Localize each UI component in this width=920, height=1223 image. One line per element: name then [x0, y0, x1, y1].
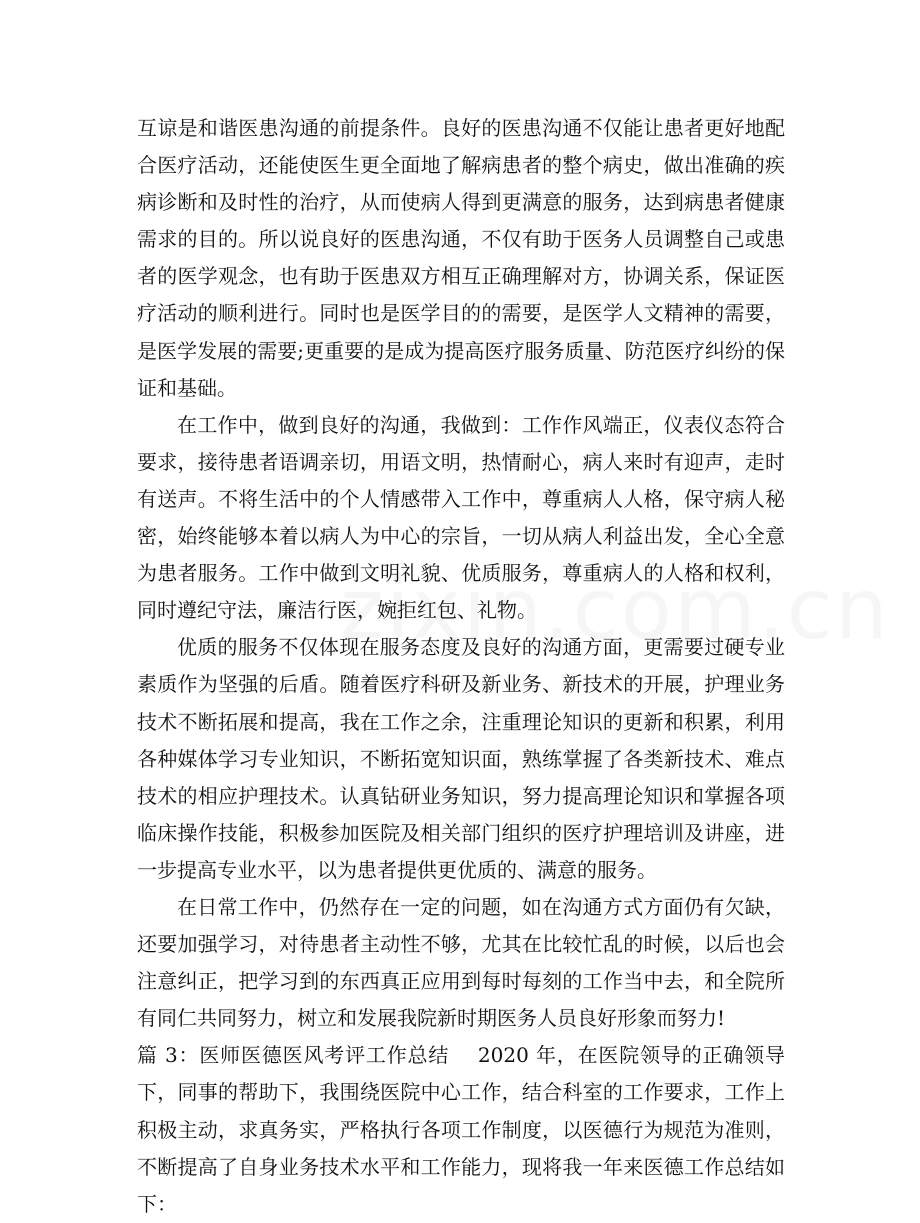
paragraph-professional-quality: 优质的服务不仅体现在服务态度及良好的沟通方面，更需要过硬专业素质作为坚强的后盾。随着医疗科研及新业务、新技术的开展，护理业务技术不断拓展和提高，我在工作之余，注重理论知识的更新和积累，利用各种媒体学习专业知识，不断拓宽知识面，熟练掌握了各类新技术、难点技术的相应护理技术。认真钻研业务知识，努力提高理论知识和掌握各项临床操作技能，积极参加医院及相关部门组织的医疗护理培训及讲座，进一步提高专业水平，以为患者提供更优质的、满意的服务。: [137, 635, 785, 882]
paragraph-shortcomings: 在日常工作中，仍然存在一定的问题，如在沟通方式方面仍有欠缺，还要加强学习，对待患者主动性不够，尤其在比较忙乱的时候，以后也会注意纠正，把学习到的东西真正应用到每时每刻的工作当中去，和全院所有同仁共同努力，树立和发展我院新时期医务人员良好形象而努力!: [137, 894, 785, 1031]
section-3-heading: 篇 3：医师医德医风考评工作总结: [137, 1043, 450, 1068]
document-body: [137, 110, 785, 1223]
section-3-paragraph: [137, 1037, 785, 1222]
paragraph-continuation: 互谅是和谐医患沟通的前提条件。良好的医患沟通不仅能让患者更好地配合医疗活动，还能使医生更全面地了解病患者的整个病史，做出准确的疾病诊断和及时性的治疗，从而使病人得到更满意的服务，达到病患者健康需求的目的。所以说良好的医患沟通，不仅有助于医务人员调整自己或患者的医学观念，也有助于医患双方相互正确理解对方，协调关系，保证医疗活动的顺利进行。同时也是医学目的的需要，是医学人文精神的需要，是医学发展的需要;更重要的是成为提高医疗服务质量、防范医疗纠纷的保证和基础。: [137, 116, 785, 400]
paragraph-communication: 在工作中，做到良好的沟通，我做到：工作作风端正，仪表仪态符合要求，接待患者语调亲切，用语文明，热情耐心，病人来时有迎声，走时有送声。不将生活中的个人情感带入工作中，尊重病人人格，保守病人秘密，始终能够本着以病人为中心的宗旨，一切从病人利益出发，全心全意为患者服务。工作中做到文明礼貌、优质服务，尊重病人的人格和权利，同时遵纪守法，廉洁行医，婉拒红包、礼物。: [137, 412, 785, 623]
section-3-body: 2020 年，在医院领导的正确领导下，同事的帮助下，我围绕医院中心工作，结合科室的工作要求，工作上积极主动，求真务实，严格执行各项工作制度，以医德行为规范为准则，不断提高了自身业务技术水平和工作能力，现将我一年来医德工作总结如下：: [137, 1043, 785, 1216]
section-3-gap: [449, 1043, 478, 1067]
